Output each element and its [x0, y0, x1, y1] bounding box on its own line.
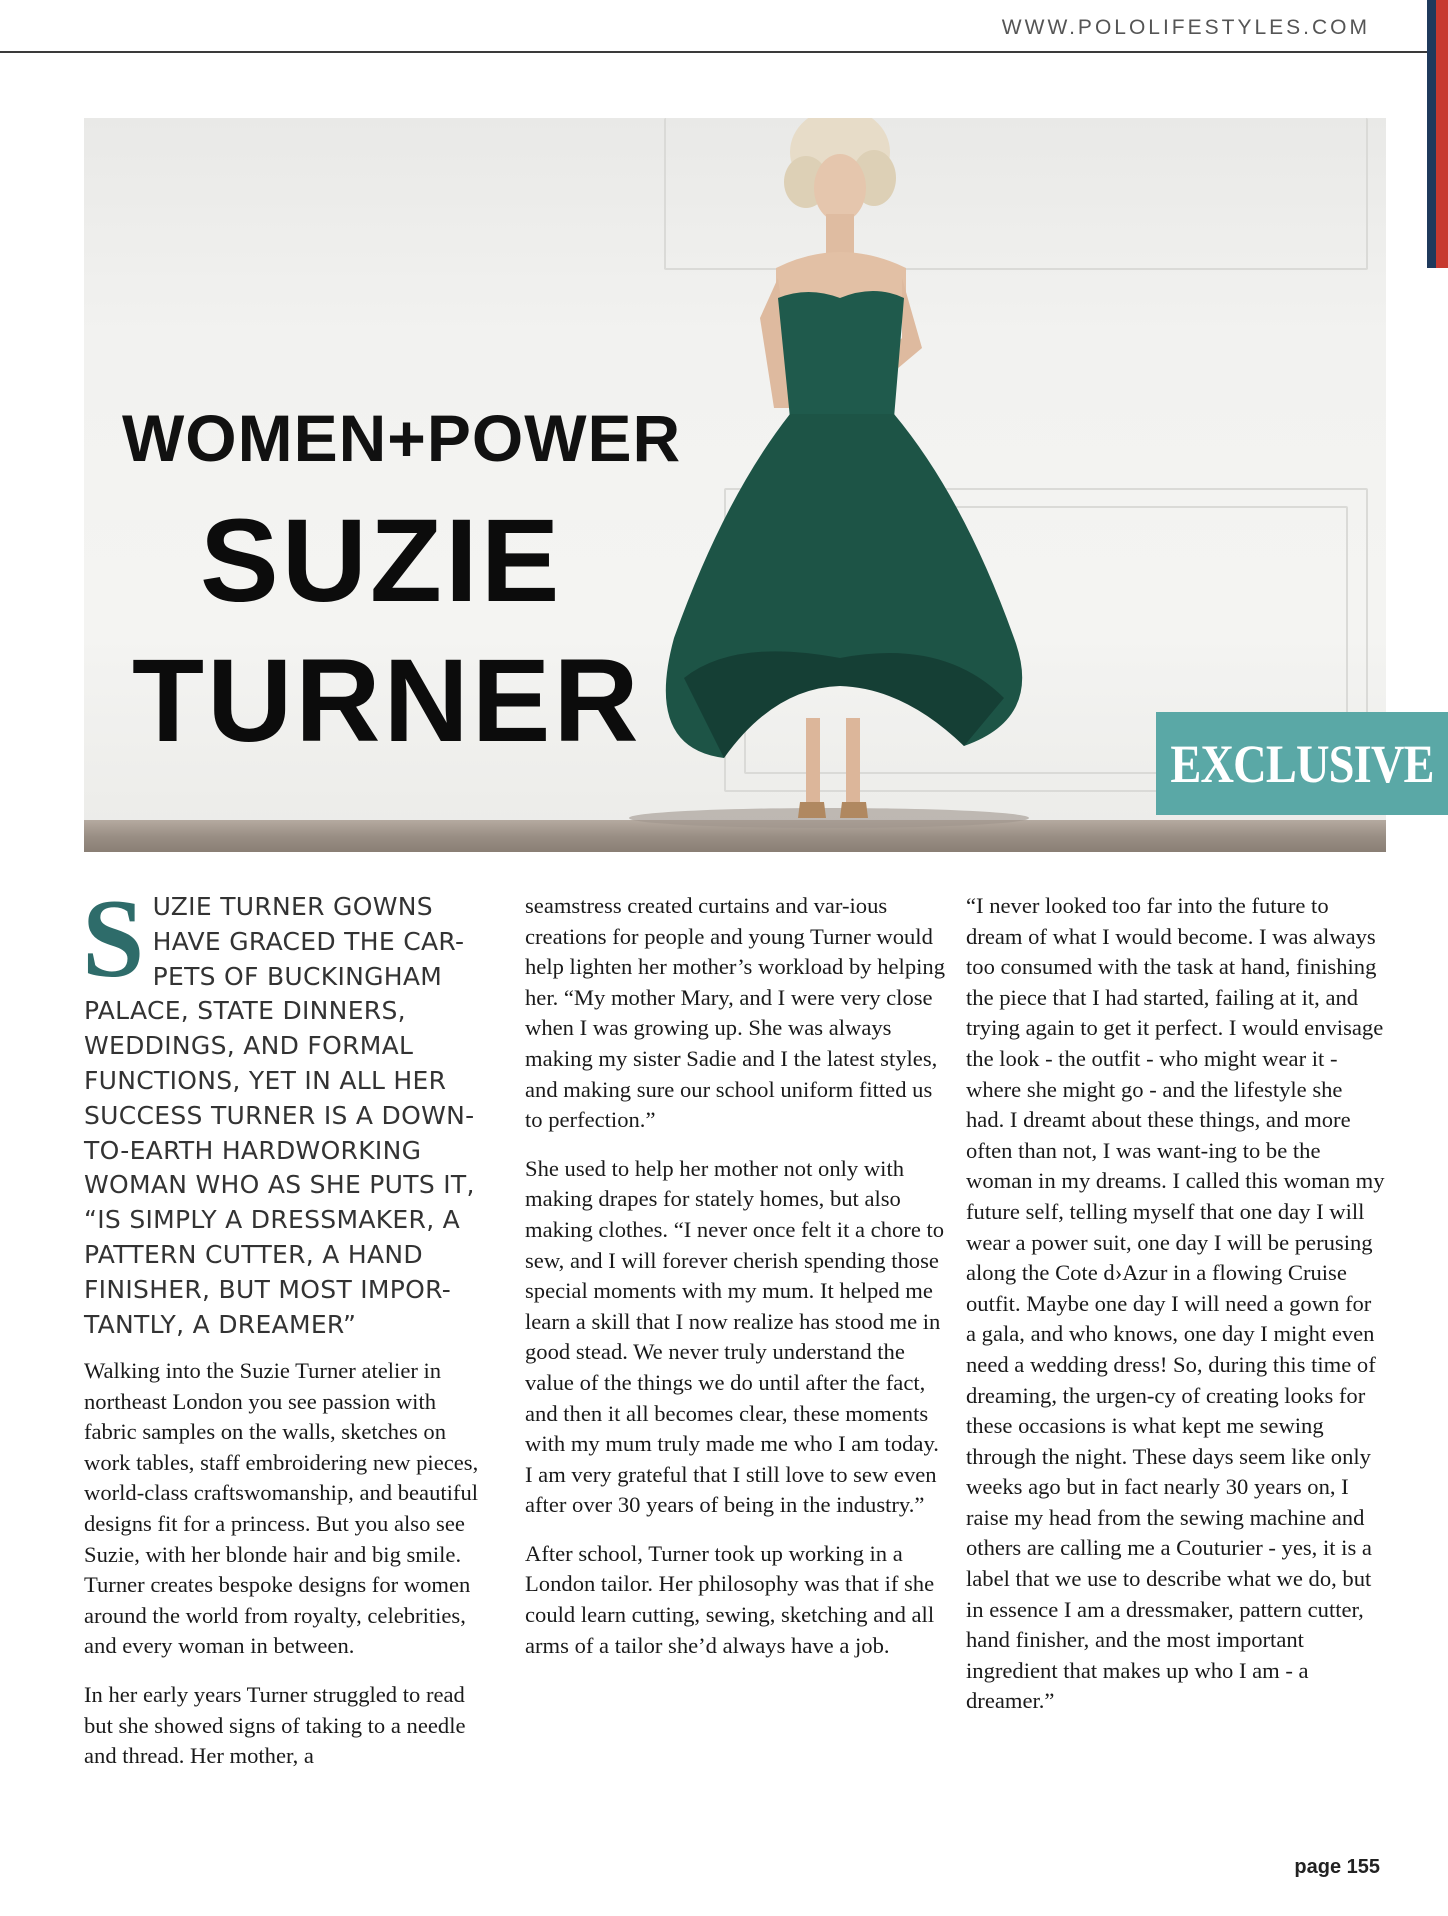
title-name-last: TURNER: [132, 635, 642, 767]
paragraph: After school, Turner took up working in a London tailor. Her philosophy was that if she could learn cutting, sewing, sketching and all arms of a tailor she’d always have a job.: [525, 1540, 935, 1658]
article-lede: [82, 877, 504, 1342]
lede-text: UZIE TURNER GOWNS HAVE GRACED THE CAR-PETS OF BUCKINGHAM PALACE, STATE DINNERS, WEDDINGS, AND FORMAL FUNCTIONS, YET IN ALL HER SUCCESS TURNER IS A DOWN-TO-EARTH HARDWORKING WOMAN WHO AS SHE PUTS IT, “IS SIMPLY A DRESSMAKER, A PATTERN CUTTER, A HAND FINISHER, BUT MOST IMPOR-TANTLY, A DREAMER”: [84, 892, 475, 1339]
paragraph: “I never looked too far into the future to dream of what I would become. I was always too consumed with the task at hand, finishing the piece that I had started, failing at it, and trying again to get it perfect. I would envisage the look - the outfit - who might wear it - where she might go - and the lifestyle she had. I dreamt about these things, and more often than not, I was want-ing to be the woman in my dreams. I called this woman my future self, telling myself that one day I will wear a power suit, one day I will be perusing along the Cote d›Azur in a flowing Cruise outfit. Maybe one day I will need a gown for a gala, and who knows, one day I might even need a wedding dress! So, during this time of dreaming, the urgen-cy of creating looks for these occasions is what kept me sewing through the night. These days seem like only weeks ago but in fact nearly 30 years on, I raise my head from the sewing machine and others are calling me a Couturier - yes, it is a label that we use to describe what we do, but in essence I am a dressmaker, pattern cutter, hand finisher, and the most important ingredient that makes up who I am - a dreamer.”: [966, 893, 1385, 1714]
exclusive-badge-label: EXCLUSIVE: [1170, 733, 1434, 794]
article-column-2: [525, 891, 945, 1679]
article-column-3: [966, 891, 1386, 1735]
drop-cap: S: [82, 877, 145, 1001]
paragraph: She used to help her mother not only with making drapes for stately homes, but also making clothes. “I never once felt it a chore to sew, and I will forever cherish spending those special moments with my mum. It helped me learn a skill that I now realize has stood me in good stead. We never truly understand the value of the things we do until after the fact, and then it all becomes clear, these moments with my mum truly made me who I am today. I am very grateful that I still love to sew even after over 30 years of being in the industry.”: [525, 1155, 945, 1518]
paragraph: seamstress created curtains and var-ious creations for people and young Turner would help lighten her mother’s workload by helping her. “My mother Mary, and I were very close when I was growing up. She was always making my sister Sadie and I the latest styles, and making sure our school uniform fitted us to perfection.”: [525, 893, 945, 1133]
exclusive-badge: [1156, 712, 1448, 815]
article-column-1: [84, 1356, 484, 1790]
page-number: page 155: [1294, 1856, 1380, 1878]
header-rule: [0, 51, 1427, 53]
title-name-first: SUZIE: [200, 495, 563, 627]
side-color-bar-blue: [1427, 0, 1436, 268]
paragraph: In her early years Turner struggled to read but she showed signs of taking to a needle and thread. Her mother, a: [84, 1681, 466, 1769]
title-kicker: WOMEN+POWER: [122, 401, 682, 475]
site-url[interactable]: WWW.POLOLIFESTYLES.COM: [1001, 16, 1370, 39]
paragraph: Walking into the Suzie Turner atelier in northeast London you see passion with fabric samples on the walls, sketches on work tables, staff embroidering new pieces, world-class craftswomanship, and beautiful designs fit for a princess. But you also see Suzie, with her blonde hair and big smile. Turner creates bespoke designs for women around the world from royalty, celebrities, and every woman in between.: [84, 1358, 479, 1659]
side-color-bar-red: [1436, 0, 1448, 268]
